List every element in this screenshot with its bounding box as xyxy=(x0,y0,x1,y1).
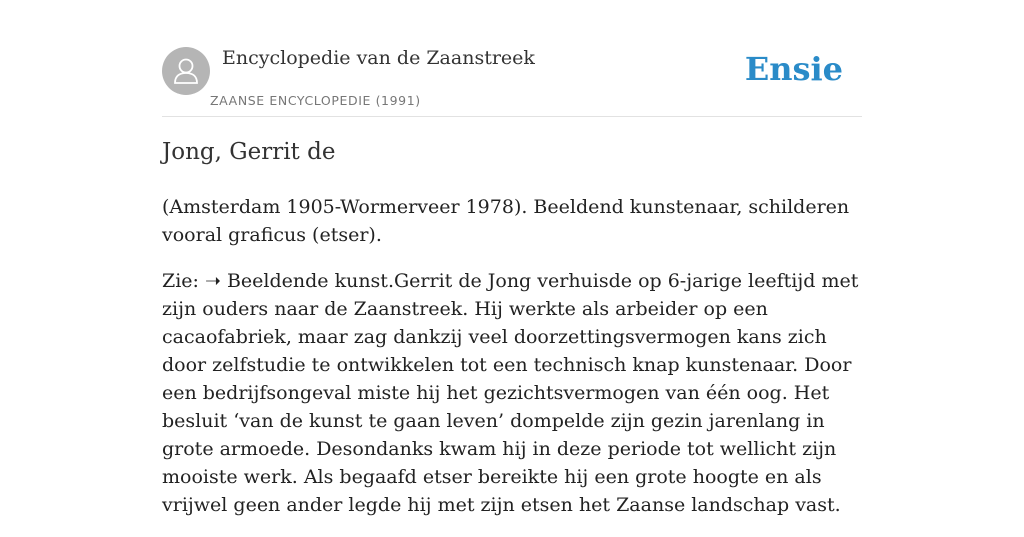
avatar[interactable] xyxy=(162,47,210,95)
source-subtitle: ZAANSE ENCYCLOPEDIE (1991) xyxy=(210,93,421,108)
see-also-link[interactable]: Beeldende kunst. xyxy=(226,270,394,292)
entry-content xyxy=(162,193,868,537)
source-title[interactable]: Encyclopedie van de Zaanstreek xyxy=(222,47,535,69)
arrow-right-icon: ➝ xyxy=(204,270,221,292)
see-also-label: Zie: xyxy=(162,270,199,292)
entry-body-paragraph xyxy=(162,267,868,519)
entry-intro: (Amsterdam 1905-Wormerveer 1978). Beeldend kunstenaar, schilderen vooral graficus (etser). xyxy=(162,196,850,246)
ensie-logo-link[interactable]: Ensie xyxy=(744,50,843,88)
source-header xyxy=(162,44,862,117)
entry-body: Gerrit de Jong verhuisde op 6-jarige leeftijd met zijn ouders naar de Zaanstreek. Hij werkte als arbeider op een cacaofabriek, maar zag dankzij veel doorzettingsvermogen kans zich door zelfstudie te ontwikkelen tot een technisch knap kunstenaar. Door een bedrijfsongeval miste hij het gezichtsvermogen van één oog. Het besluit ‘van de kunst te gaan leven’ dompelde zijn gezin jarenlang in grote armoede. Desondanks kwam hij in deze periode tot wellicht zijn mooiste werk. Als begaafd etser bereikte hij een grote hoogte en als vrijwel geen ander legde hij met zijn etsen het Zaanse landschap vast. xyxy=(162,270,859,516)
user-icon xyxy=(162,47,210,95)
page-title: Jong, Gerrit de xyxy=(162,139,336,165)
